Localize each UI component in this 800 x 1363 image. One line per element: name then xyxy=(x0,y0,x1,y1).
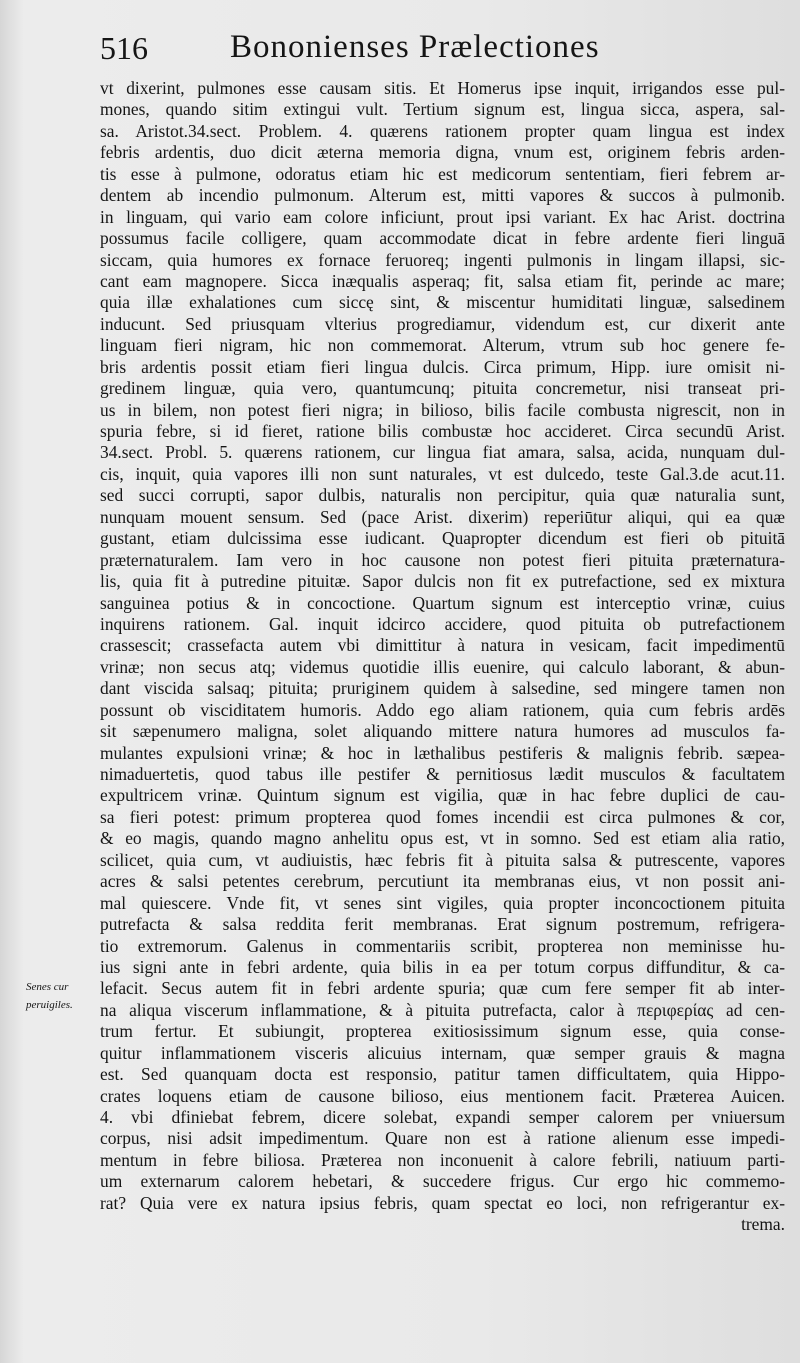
text-line: sanguinea potius & in concoctione. Quartum signum est interceptio vrinæ, cuius xyxy=(100,592,785,613)
text-line: vt dixerint, pulmones esse causam sitis. Et Homerus ipse inquit, irrigandos esse pul- xyxy=(100,78,785,98)
page-number: 516 xyxy=(100,30,148,66)
margin-note-line: Senes cur xyxy=(26,981,69,993)
margin-note xyxy=(26,978,92,1014)
text-line: sa. Aristot.34.sect. Problem. 4. quærens rationem propter quam lingua est index xyxy=(100,120,785,141)
text-line: mentum in febre biliosa. Præterea non inconuenit à calore febrili, natiuum parti- xyxy=(100,1149,785,1170)
text-line: ius signi ante in febri ardente, quia bilis in ea per totum corpus diffunditur, & ca- xyxy=(100,956,785,977)
text-line: nunquam mouent sensum. Sed (pace Arist. dixerim) reperiūtur aliqui, qui ea quæ xyxy=(100,506,785,527)
text-line: vrinæ; non secus atq; videmus quotidie illis euenire, qui calculo laborant, & abun- xyxy=(100,656,785,677)
text-line: sed succi corrupti, sapor dulbis, naturalis non percipitur, quia quæ naturalia sunt, xyxy=(100,485,785,506)
text-line: inquirens rationem. Gal. inquit idcirco accidere, quod pituita ob putrefactionem xyxy=(100,613,785,634)
text-line: trema. xyxy=(741,1214,785,1235)
text-line: sit sæpenumero maligna, solet aliquando mittere natura humores ad musculos fa- xyxy=(100,721,785,742)
text-line: possunt ob visciditatem humoris. Addo ego aliam rationem, quia cum febris ardēs xyxy=(100,699,785,720)
text-line: trum fertur. Et subiungit, propterea exitiosissimum signum esse, quia conse- xyxy=(100,1021,785,1042)
page-header xyxy=(100,22,780,72)
text-line: expultricem vrinæ. Quintum signum est vigilia, quæ in hac febre duplici de cau- xyxy=(100,785,785,806)
text-line: gredinem linguæ, quia vero, quantumcunq; pituita concremetur, nisi transeat pri- xyxy=(100,378,785,399)
margin-note-line: peruigiles. xyxy=(26,999,73,1011)
text-line: mulantes expulsioni vrinæ; & hoc in læthalibus pestiferis & malignis febrib. sæpea- xyxy=(100,742,785,763)
text-line: præternaturalem. Iam vero in hoc causone non potest fieri pituita præternatura- xyxy=(100,549,785,570)
text-line: dentem ab incendio pulmonum. Alterum est, mitti vapores & succos à pulmonib. xyxy=(100,185,785,206)
text-line: putrefacta & salsa reddita ferit membranas. Erat signum postremum, refrigera- xyxy=(100,914,785,935)
text-line: sa fieri potest: primum propterea quod fomes incendii est circa pulmones & cor, xyxy=(100,806,785,827)
text-line: siccam, quia humores ex fornace feruoreq; ingenti pulmonis in lingam illapsi, sic- xyxy=(100,249,785,270)
text-line: rat? Quia vere ex natura ipsius febris, quam spectat eo loci, non refrigerantur ex- xyxy=(100,1192,785,1213)
text-line: corpus, nisi adsit impedimentum. Quare non est à ratione alienum esse impedi- xyxy=(100,1128,785,1149)
text-line: crates loquens etiam de causone bilioso, eius mentionem facit. Præterea Auicen. xyxy=(100,1085,785,1106)
running-title: Bononienses Prælectiones xyxy=(230,29,600,65)
text-line: possumus facile colligere, quam accommodate dicat in febre ardente fieri linguā xyxy=(100,228,785,249)
text-line: linguam fieri nigram, hic non commemorat. Alterum, vtrum sub hoc genere fe- xyxy=(100,335,785,356)
text-line: acres & salsi petentes cerebrum, percutiunt ita membranas eius, vt non possit ani- xyxy=(100,871,785,892)
text-line: bris ardentis possit etiam fieri lingua dulcis. Circa primum, Hipp. iure omisit ni- xyxy=(100,356,785,377)
text-line: dant viscida salsaq; pituita; pruriginem quidem à salsedine, sed mingere tamen non xyxy=(100,678,785,699)
text-line: tio extremorum. Galenus in commentariis scribit, propterea non meminisse hu- xyxy=(100,935,785,956)
text-line: 34.sect. Probl. 5. quærens rationem, cur lingua fiat amara, salsa, acida, nunquam dul- xyxy=(100,442,785,463)
text-line: inducunt. Sed priusquam vlterius progrediamur, videndum est, cur dixerit ante xyxy=(100,313,785,334)
text-line: scilicet, quia cum, vt audiuistis, hæc febris fit à pituita salsa & putrescente, vapores xyxy=(100,849,785,870)
text-line: us in bilem, non potest fieri nigra; in bilioso, bilis facile combusta nigrescit, non in xyxy=(100,399,785,420)
text-line: lefacit. Secus autem fit in febri ardente spuria; quæ cum fere semper fit ab inter- xyxy=(100,978,785,999)
text-line: & eo magis, quando magno anhelitu opus est, vt in somno. Sed est etiam alia ratio, xyxy=(100,828,785,849)
text-line: gustant, etiam dulcissima esse iudicant. Quapropter dicendum est fieri ob pituitā xyxy=(100,528,785,549)
text-line: cant eam magnopere. Sicca inæqualis asperaq; fit, salsa etiam fit, perinde ac mare; xyxy=(100,270,785,291)
text-line: lis, quia fit à putredine pituitæ. Sapor dulcis non fit ex putrefactione, sed ex mixtura xyxy=(100,571,785,592)
text-line: quitur inflammationem visceris alicuius internam, quæ semper grauis & magna xyxy=(100,1042,785,1063)
text-line: in linguam, qui vario eam colore inficiunt, prout ipsi variant. Ex hac Arist. doctrina xyxy=(100,206,785,227)
text-line: nimaduertetis, quod tabus ille pestifer & pernitiosus lædit musculos & facultatem xyxy=(100,764,785,784)
text-line: tis esse à pulmone, odoratus etiam hic est medicorum sententiam, fieri febrem ar- xyxy=(100,163,785,184)
text-line: quia illæ exhalationes cum siccę sint, & miscentur humiditati linguæ, salsedinem xyxy=(100,292,785,313)
text-line: cis, inquit, quia vapores illi non sunt naturales, vt est dulcedo, teste Gal.3.de acut.11. xyxy=(100,463,785,484)
text-line: 4. vbi dfiniebat febrem, dicere solebat, expandi semper calorem per vniuersum xyxy=(100,1107,785,1127)
text-line: mones, quando sitim extingui vult. Tertium signum est, lingua sicca, aspera, sal- xyxy=(100,99,785,120)
text-line: mal quiescere. Vnde fit, vt senes sint vigiles, quia propter inconcoctionem pituita xyxy=(100,892,785,913)
text-line: spuria febre, si id fieret, ratione bilis combustæ hoc accideret. Circa secundū Arist. xyxy=(100,421,785,441)
text-line: crassescit; crassefacta autem vbi dimittitur à natura in vesicam, facit impedimentū xyxy=(100,635,785,656)
text-line: um externarum calorem hebetari, & succedere frigus. Cur ergo hic commemo- xyxy=(100,1171,785,1192)
text-line: na aliqua viscerum inflammatione, & à pituita putrefacta, calor à περιφερίας ad cen- xyxy=(100,999,785,1020)
text-line: est. Sed quanquam docta est responsio, patitur tamen difficultatem, quia Hippo- xyxy=(100,1064,785,1085)
text-line: febris ardentis, duo dicit æterna memoria digna, vnum est, originem febris arden- xyxy=(100,142,785,163)
body-text xyxy=(100,78,785,1236)
